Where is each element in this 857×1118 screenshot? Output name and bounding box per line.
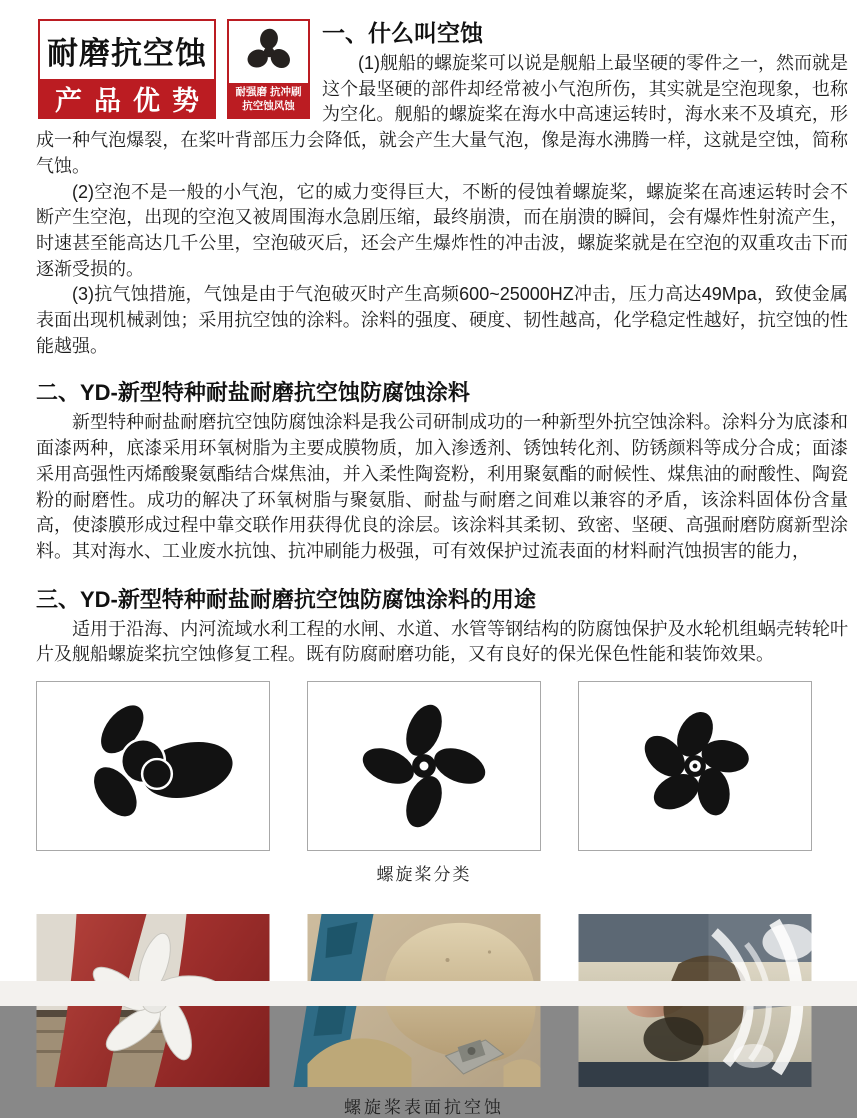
section-3-heading: 三、YD-新型特种耐盐耐磨抗空蚀防腐蚀涂料的用途: [36, 586, 536, 612]
propeller-silhouette-row: [36, 681, 812, 851]
section-1-paragraph-1: (1)舰船的螺旋桨可以说是舰船上最坚硬的零件之一，然而就是这个最坚硬的部件却经常被小气泡所伤，其实就是空泡现象，也称为空化。舰船的螺旋桨在海水中高速运转时，海水来不及填充，形成一种气泡爆裂，在桨叶背部压力会降低，就会产生大量气泡，像是海水沸腾一样，这就是空蚀，简称气蚀。: [36, 53, 848, 176]
feature-badge: [227, 19, 310, 119]
section-coating-description: [36, 378, 848, 564]
feature-line-2: 抗空蚀风蚀: [242, 100, 295, 112]
section-2-paragraph-1: 新型特种耐盐耐磨抗空蚀防腐蚀涂料是我公司研制成功的一种新型外抗空蚀涂料。涂料分为底漆和面漆两种，底漆采用环氧树脂为主要成膜物质，加入渗透剂、锈蚀转化剂、防锈颜料等成分合成；面漆采用高强性丙烯酸聚氨酯结合煤焦油，并入柔性陶瓷粉，利用聚氨酯的耐候性、煤焦油的耐酸性、陶瓷粉的耐磨性。成功的解决了环氧树脂与聚氨脂、耐盐与耐磨之间难以兼容的矛盾，该涂料固体份含量高，使漆膜形成过程中靠交联作用获得优良的涂层。该涂料其柔韧、致密、坚硬、高强耐磨防腐新型涂料。其对海水、工业废水抗蚀、抗冲刷能力极强，可有效保护过流表面的材料耐汽蚀损害的能力，: [36, 412, 848, 561]
feature-badge-band: [229, 83, 308, 117]
product-advantage-badge: [38, 19, 216, 119]
section-3-paragraph-1: 适用于沿海、内河流域水利工程的水闸、水道、水管等钢结构的防腐蚀保护及水轮机组蜗壳转轮叶片及舰船螺旋桨抗空蚀修复工程。既有防腐耐磨功能，又有良好的保光保色性能和装饰效果。: [36, 618, 848, 665]
five-blade-propeller-silhouette: [578, 681, 812, 851]
section-1-heading: 一、什么叫空蚀: [322, 20, 483, 46]
section-1-paragraph-3: (3)抗气蚀措施，气蚀是由于气泡破灭时产生高频600~25000HZ冲击，压力高达49Mpa，致使金属表面出现机械剥蚀；采用抗空蚀的涂料。涂料的强度、硬度、韧性越高，化学稳定性越好，抗空蚀的性能越强。: [36, 284, 848, 356]
three-blade-propeller-silhouette: [36, 681, 270, 851]
section-2-heading: 二、YD-新型特种耐盐耐磨抗空蚀防腐蚀涂料: [36, 380, 470, 406]
four-blade-propeller-silhouette: [307, 681, 541, 851]
silhouette-row-caption: 螺旋桨分类: [376, 865, 472, 885]
badge-title: 耐磨抗空蚀: [47, 35, 207, 71]
photo-row-caption: 螺旋桨表面抗空蚀: [344, 1098, 504, 1118]
header-badges: [38, 19, 310, 119]
footer-band: [0, 981, 857, 1006]
feature-badge-icon-area: [229, 21, 308, 83]
badge-title-area: [40, 21, 214, 79]
section-coating-usage: [36, 585, 848, 668]
feature-line-1: 耐强磨 抗冲刷: [235, 86, 302, 99]
badge-banner: 产品优势: [40, 79, 214, 117]
propeller-icon: [241, 24, 297, 80]
section-1-paragraph-2: (2)空泡不是一般的小气泡，它的威力变得巨大，不断的侵蚀着螺旋桨，螺旋桨在高速运转时会不断产生空泡，出现的空泡又被周围海水急剧压缩，最终崩溃，而在崩溃的瞬间，会有爆炸性射流产生，时速甚至能高达几千公里，空泡破灭后，还会产生爆炸性的冲击波，螺旋桨就是在空泡的双重攻击下而逐渐受损的。: [36, 181, 848, 279]
